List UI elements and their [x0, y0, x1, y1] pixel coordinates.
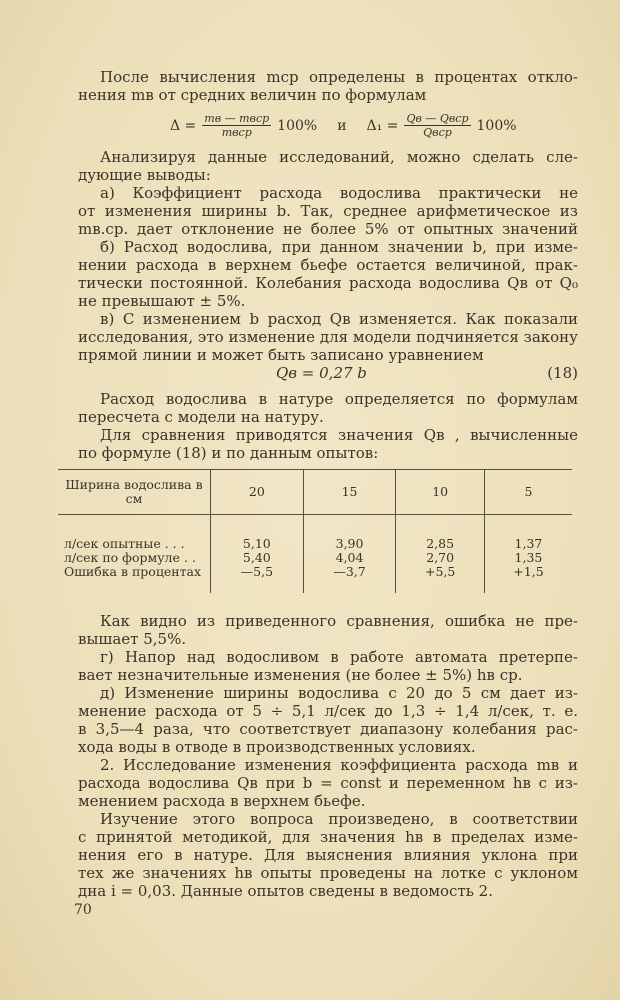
text-line: прямой линии и может быть записано уравнением — [78, 346, 484, 364]
text-line: После вычисления mср определены в процентах откло- — [100, 68, 578, 86]
text-line: нении расхода в верхнем бьефе остается величиной, прак- — [78, 256, 578, 274]
text-line: по формуле (18) и по данным опытов: — [78, 444, 379, 462]
table-cell: 2,85 — [396, 515, 485, 552]
text-line: Изучение этого вопроса произведено, в соответствии — [100, 810, 578, 828]
text-block-pre-table — [78, 390, 578, 462]
header-cell: 10 — [396, 470, 485, 515]
text-line: расхода водослива Qв при b = const и переменном hв с из- — [78, 774, 578, 792]
table-cell: 1,37 — [484, 515, 572, 552]
paragraph-p1 — [78, 68, 578, 104]
paragraph-p6 — [78, 390, 578, 426]
text-line: Расход водослива в натуре определяется по формулам — [100, 390, 578, 408]
formula-lhs-2: Δ₁ = — [366, 117, 399, 134]
text-line: 2. Исследование изменения коэффициента расхода mв и — [100, 756, 578, 774]
text-line: г) Напор над водосливом в работе автомата претерпе- — [100, 648, 578, 666]
table-row — [58, 551, 572, 565]
text-line: не превышают ± 5%. — [78, 292, 246, 310]
text-line: менение расхода от 5 ÷ 5,1 л/сек до 1,3 ÷ 1,4 л/сек, т. е. — [78, 702, 578, 720]
paragraph-p9 — [78, 648, 578, 684]
paragraph-p11 — [78, 756, 578, 810]
paragraph-p5 — [78, 310, 578, 364]
table-row — [58, 565, 572, 593]
fraction-1 — [202, 112, 271, 139]
table-cell: 5,40 — [211, 551, 304, 565]
paragraph-p3 — [78, 184, 578, 238]
table-cell: 5,10 — [211, 515, 304, 552]
text-line: Как видно из приведенного сравнения, ошибка не пре- — [100, 612, 578, 630]
text-block-middle — [78, 148, 578, 364]
page-number: 70 — [74, 902, 92, 918]
paragraph-p10 — [78, 684, 578, 756]
row-label: л/сек опытные . . . — [64, 536, 185, 551]
table-cell: —5,5 — [211, 565, 304, 593]
paragraph-p2 — [78, 148, 578, 184]
paragraph-p7 — [78, 426, 578, 462]
text-line: б) Расход водослива, при данном значении b, при изме- — [100, 238, 578, 256]
text-line: от изменения ширины b. Так, среднее арифметическое из — [78, 202, 578, 220]
text-line: нения его в натуре. Для выяснения влияния уклона при — [78, 846, 578, 864]
equation-number: (18) — [547, 364, 578, 382]
table-cell: 2,70 — [396, 551, 485, 565]
text-line: менением расхода в верхнем бьефе. — [78, 792, 366, 810]
fraction-2 — [404, 112, 470, 139]
text-line: исследования, это изменение для модели подчиняется закону — [78, 328, 578, 346]
text-block-bottom — [78, 612, 578, 900]
text-line: д) Изменение ширины водослива с 20 до 5 см дает из- — [100, 684, 578, 702]
text-line: тически постоянной. Колебания расхода водослива Qв от Q₀ — [78, 274, 578, 292]
conjunction: и — [337, 117, 347, 134]
text-line: нения mв от средних величин по формулам — [78, 86, 427, 104]
deviation-formulas — [170, 112, 517, 139]
numerator-1: mв — mвср — [204, 112, 270, 125]
paragraph-p12 — [78, 810, 578, 900]
comparison-table — [58, 469, 572, 593]
percent-2: 100% — [476, 117, 517, 134]
paragraph-p8 — [78, 612, 578, 648]
header-cell: Ширина водослива в см — [58, 470, 211, 515]
row-label: Ошибка в процентах — [64, 564, 202, 579]
text-line: в) С изменением b расход Qв изменяется. Как показали — [100, 310, 578, 328]
text-line: с принятой методикой, для значения hв в пределах изме- — [78, 828, 578, 846]
table-cell: +5,5 — [396, 565, 485, 593]
paragraph-p4 — [78, 238, 578, 310]
header-cell: 5 — [484, 470, 572, 515]
table-cell: 4,04 — [303, 551, 396, 565]
text-line: Для сравнения приводятся значения Qв , вычисленные — [100, 426, 578, 444]
row-label: л/сек по формуле . . — [64, 550, 196, 565]
percent-1: 100% — [277, 117, 318, 134]
text-line: дующие выводы: — [78, 166, 211, 184]
text-line: тех же значениях hв опыты проведены на лотке с уклоном — [78, 864, 578, 882]
table-cell: 1,35 — [484, 551, 572, 565]
table-row — [58, 515, 572, 552]
table-header-row — [58, 470, 572, 515]
denominator-1: mвср — [221, 126, 252, 139]
text-line: дна i = 0,03. Данные опытов сведены в ведомость 2. — [78, 882, 493, 900]
equation-expression: Qв = 0,27 b — [276, 364, 367, 382]
table-cell: +1,5 — [484, 565, 572, 593]
numerator-2: Qв — Qвср — [406, 112, 469, 125]
text-line: хода воды в отводе в производственных условиях. — [78, 738, 476, 756]
text-block-top — [78, 68, 578, 104]
text-line: в 3,5—4 раза, что соответствует диапазону колебания рас- — [78, 720, 578, 738]
table-cell: 3,90 — [303, 515, 396, 552]
header-cell: 15 — [303, 470, 396, 515]
text-line: а) Коэффициент расхода водослива практически не — [100, 184, 578, 202]
text-line: mв.ср. дает отклонение не более 5% от опытных значений — [78, 220, 578, 238]
text-line: пересчета с модели на натуру. — [78, 408, 324, 426]
denominator-2: Qвср — [423, 126, 452, 139]
text-line: Анализируя данные исследований, можно сделать сле- — [100, 148, 578, 166]
header-cell: 20 — [211, 470, 304, 515]
text-line: вышает 5,5%. — [78, 630, 187, 648]
formula-lhs-1: Δ = — [170, 117, 197, 134]
table-cell: —3,7 — [303, 565, 396, 593]
text-line: вает незначительные изменения (не более ± 5%) hв ср. — [78, 666, 523, 684]
